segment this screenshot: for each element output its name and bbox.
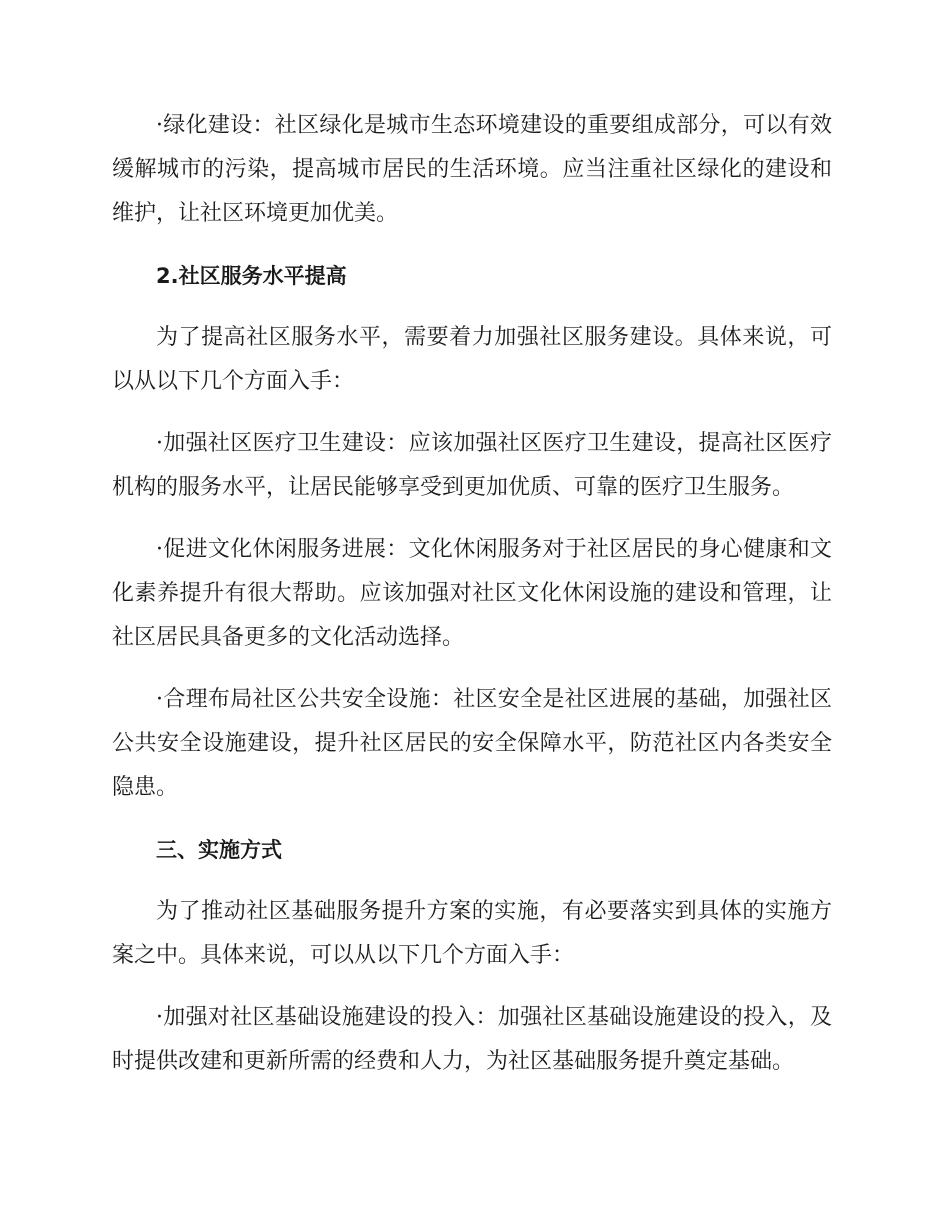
paragraph-medical: ·加强社区医疗卫生建设：应该加强社区医疗卫生建设，提高社区医疗机构的服务水平，让居民能够享受到更加优质、可靠的医疗卫生服务。 bbox=[112, 431, 832, 500]
paragraph-infrastructure: ·加强对社区基础设施建设的投入：加强社区基础设施建设的投入，及时提供改建和更新所需的经费和人力，为社区基础服务提升奠定基础。 bbox=[112, 1005, 832, 1074]
paragraph-service-intro: 为了提高社区服务水平，需要着力加强社区服务建设。具体来说，可以从以下几个方面入手： bbox=[112, 325, 832, 394]
paragraph-culture: ·促进文化休闲服务进展：文化休闲服务对于社区居民的身心健康和文化素养提升有很大帮助。应该加强对社区文化休闲设施的建设和管理，让社区居民具备更多的文化活动选择。 bbox=[112, 537, 832, 650]
paragraph-implementation-intro: 为了推动社区基础服务提升方案的实施，有必要落实到具体的实施方案之中。具体来说，可以从以下几个方面入手： bbox=[112, 899, 832, 968]
paragraph-greening: ·绿化建设：社区绿化是城市生态环境建设的重要组成部分，可以有效缓解城市的污染，提高城市居民的生活环境。应当注重社区绿化的建设和维护，让社区环境更加优美。 bbox=[112, 113, 832, 226]
section-heading-service-level: 2.社区服务水平提高 bbox=[156, 264, 347, 288]
section-heading-implementation: 三、实施方式 bbox=[156, 838, 282, 862]
document-page bbox=[112, 104, 832, 1084]
paragraph-safety: ·合理布局社区公共安全设施：社区安全是社区进展的基础，加强社区公共安全设施建设，提升社区居民的安全保障水平，防范社区内各类安全隐患。 bbox=[112, 687, 832, 800]
